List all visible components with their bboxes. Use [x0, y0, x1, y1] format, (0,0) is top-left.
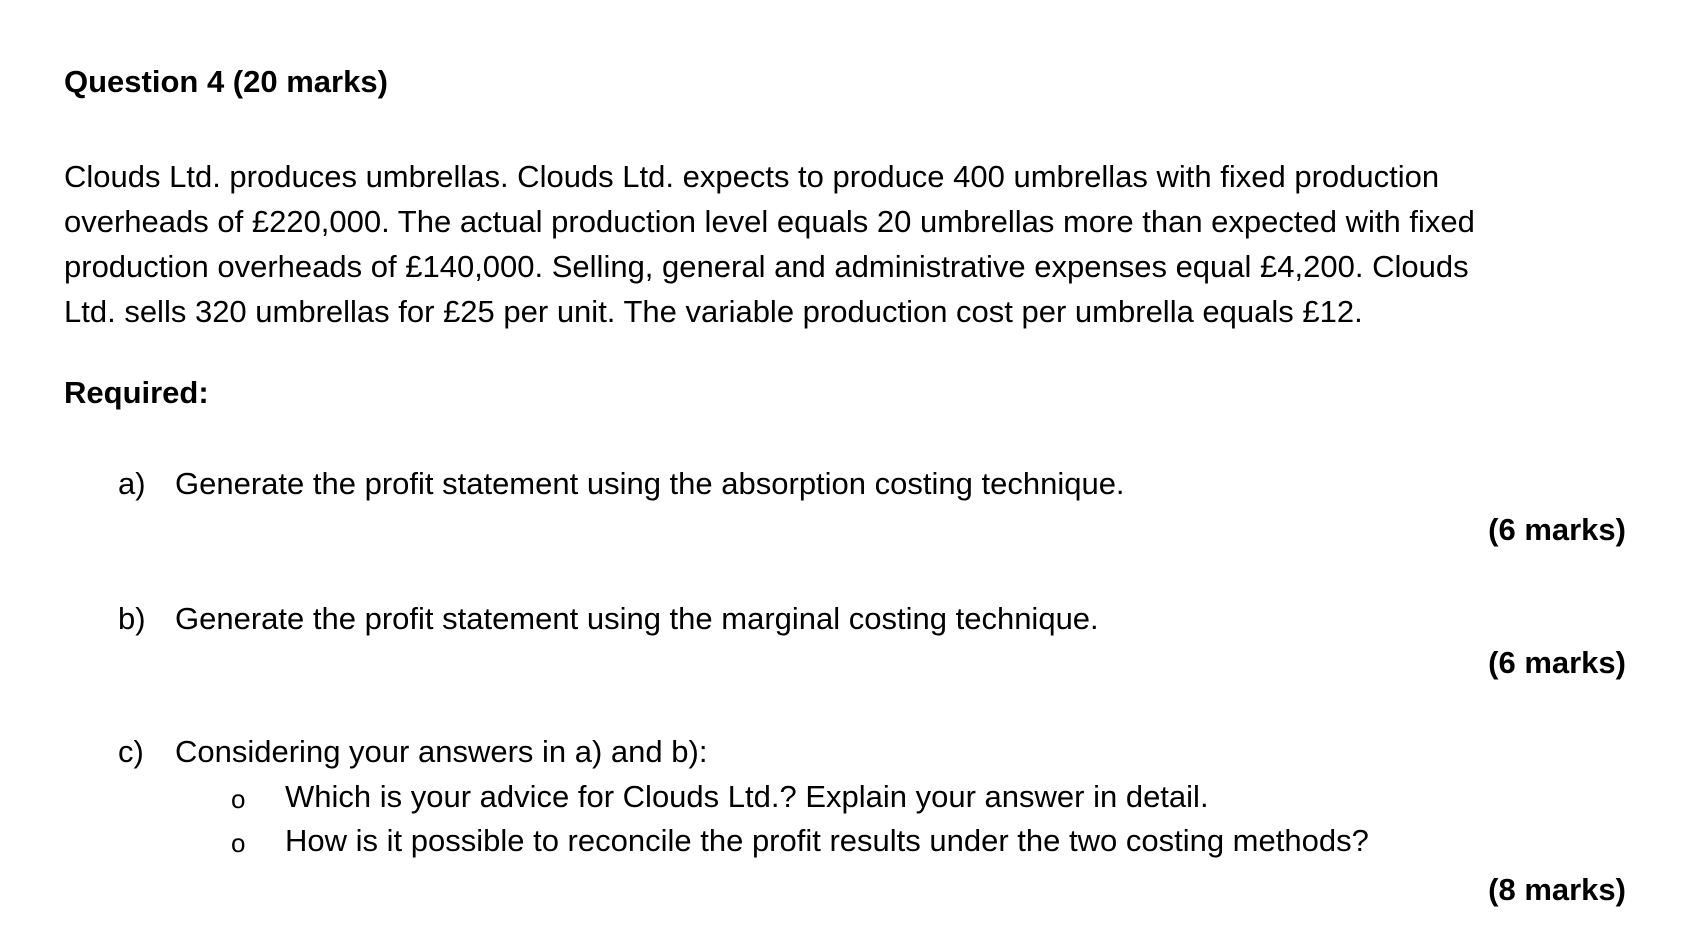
part-a-letter: a): [118, 466, 146, 501]
question-intro-paragraph: [64, 154, 1644, 334]
part-c-text: Considering your answers in a) and b):: [175, 734, 708, 769]
part-c-subitem: How is it possible to reconcile the profit results under the two costing methods?: [285, 823, 1369, 858]
question-title: Question 4 (20 marks): [64, 64, 388, 99]
required-heading: Required:: [64, 375, 209, 410]
bullet-marker: o: [231, 828, 246, 858]
bullet-marker: o: [231, 784, 246, 814]
intro-line: Clouds Ltd. produces umbrellas. Clouds Ltd. expects to produce 400 umbrellas with fixed production: [64, 159, 1440, 194]
part-b-text: Generate the profit statement using the marginal costing technique.: [175, 601, 1099, 636]
intro-line: overheads of £220,000. The actual production level equals 20 umbrellas more than expected with fixed: [64, 204, 1475, 239]
part-b-letter: b): [118, 601, 146, 636]
part-c-marks: (8 marks): [1488, 872, 1626, 907]
part-c-subitem: Which is your advice for Clouds Ltd.? Explain your answer in detail.: [285, 779, 1209, 814]
part-a-marks: (6 marks): [1488, 512, 1626, 547]
intro-line: Ltd. sells 320 umbrellas for £25 per unit. The variable production cost per umbrella equals £12.: [64, 294, 1363, 329]
part-c-letter: c): [118, 734, 144, 769]
part-a-text: Generate the profit statement using the absorption costing technique.: [175, 466, 1125, 501]
intro-line: production overheads of £140,000. Selling, general and administrative expenses equal £4,200. Clouds: [64, 249, 1469, 284]
part-b-marks: (6 marks): [1488, 645, 1626, 680]
